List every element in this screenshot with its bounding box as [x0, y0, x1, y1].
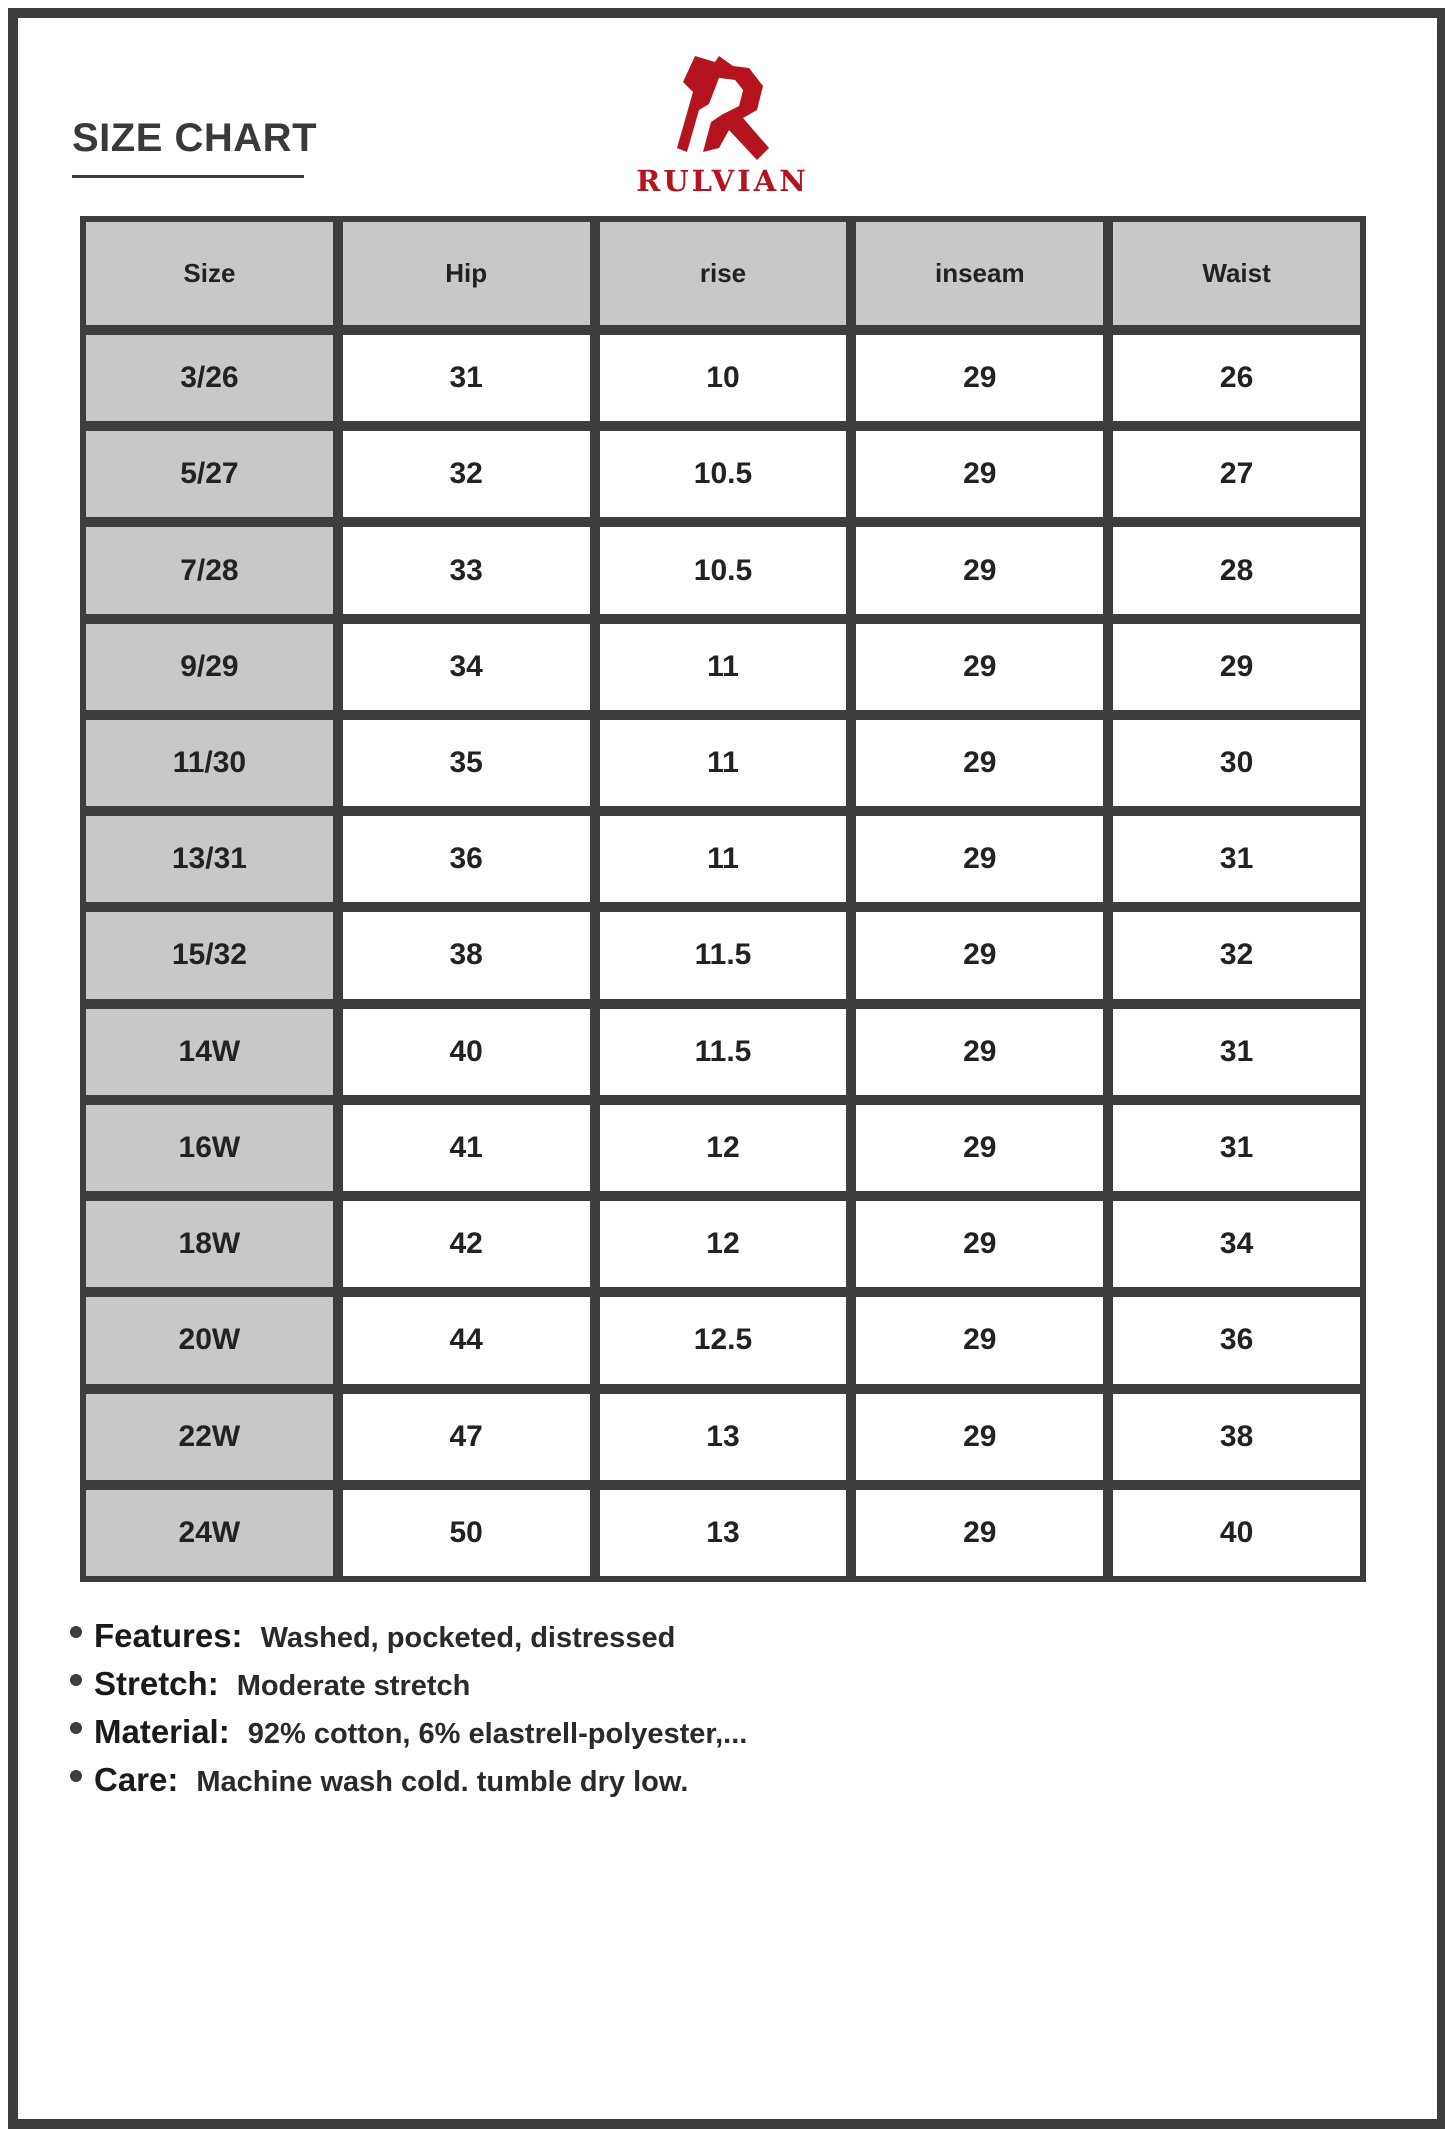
- header-cell-size: Size: [86, 222, 333, 325]
- size-label-cell: 24W: [86, 1490, 333, 1576]
- page-title: SIZE CHART: [72, 116, 317, 160]
- table-cell-rise: 12: [600, 1105, 847, 1191]
- table-cell-waist: 26: [1113, 335, 1360, 421]
- table-cell-rise: 13: [600, 1490, 847, 1576]
- table-cell-rise: 10: [600, 335, 847, 421]
- table-cell-inseam: 29: [856, 431, 1103, 517]
- table-cell-inseam: 29: [856, 624, 1103, 710]
- size-label-cell: 18W: [86, 1201, 333, 1287]
- bullet-icon: [70, 1722, 82, 1734]
- header-cell-waist: Waist: [1113, 222, 1360, 325]
- table-cell-inseam: 29: [856, 720, 1103, 806]
- size-label-cell: 15/32: [86, 912, 333, 998]
- size-table-grid: [86, 222, 1360, 1576]
- table-cell-hip: 40: [343, 1009, 590, 1095]
- size-label-cell: 9/29: [86, 624, 333, 710]
- size-label-cell: 3/26: [86, 335, 333, 421]
- table-cell-inseam: 29: [856, 335, 1103, 421]
- table-cell-inseam: 29: [856, 1297, 1103, 1383]
- feature-item: [70, 1713, 1270, 1761]
- table-cell-rise: 13: [600, 1394, 847, 1480]
- feature-value: 92% cotton, 6% elastrell-polyester,...: [247, 1718, 748, 1750]
- feature-label: Care:: [94, 1761, 179, 1798]
- size-label-cell: 13/31: [86, 816, 333, 902]
- table-cell-waist: 31: [1113, 1009, 1360, 1095]
- header-cell-rise: rise: [600, 222, 847, 325]
- table-cell-waist: 29: [1113, 624, 1360, 710]
- bullet-icon: [70, 1626, 82, 1638]
- logo-r-mark-icon: [673, 52, 773, 162]
- table-cell-waist: 27: [1113, 431, 1360, 517]
- feature-item: [70, 1761, 1270, 1809]
- feature-item: [70, 1617, 1270, 1665]
- table-cell-inseam: 29: [856, 1105, 1103, 1191]
- size-label-cell: 22W: [86, 1394, 333, 1480]
- table-cell-hip: 50: [343, 1490, 590, 1576]
- table-cell-waist: 32: [1113, 912, 1360, 998]
- table-cell-rise: 12: [600, 1201, 847, 1287]
- size-label-cell: 20W: [86, 1297, 333, 1383]
- table-cell-hip: 36: [343, 816, 590, 902]
- table-cell-hip: 34: [343, 624, 590, 710]
- table-cell-waist: 36: [1113, 1297, 1360, 1383]
- size-table: [80, 216, 1366, 1582]
- table-cell-hip: 42: [343, 1201, 590, 1287]
- header-cell-hip: Hip: [343, 222, 590, 325]
- size-label-cell: 5/27: [86, 431, 333, 517]
- table-cell-hip: 47: [343, 1394, 590, 1480]
- features-list: [70, 1617, 1270, 1809]
- table-cell-rise: 12.5: [600, 1297, 847, 1383]
- bullet-icon: [70, 1674, 82, 1686]
- table-cell-hip: 44: [343, 1297, 590, 1383]
- title-block: [72, 116, 317, 178]
- feature-label: Material:: [94, 1713, 230, 1750]
- table-cell-hip: 33: [343, 527, 590, 613]
- feature-value: Washed, pocketed, distressed: [260, 1622, 676, 1654]
- feature-item: [70, 1665, 1270, 1713]
- table-cell-hip: 41: [343, 1105, 590, 1191]
- table-cell-rise: 11: [600, 624, 847, 710]
- size-label-cell: 16W: [86, 1105, 333, 1191]
- feature-value: Machine wash cold. tumble dry low.: [196, 1766, 689, 1798]
- brand-logo: [625, 52, 820, 198]
- table-cell-hip: 31: [343, 335, 590, 421]
- table-cell-hip: 32: [343, 431, 590, 517]
- bullet-icon: [70, 1770, 82, 1782]
- table-cell-inseam: 29: [856, 1009, 1103, 1095]
- table-cell-waist: 28: [1113, 527, 1360, 613]
- table-cell-rise: 11: [600, 816, 847, 902]
- table-cell-rise: 10.5: [600, 527, 847, 613]
- table-cell-waist: 30: [1113, 720, 1360, 806]
- table-cell-rise: 11.5: [600, 912, 847, 998]
- table-cell-waist: 31: [1113, 816, 1360, 902]
- size-label-cell: 11/30: [86, 720, 333, 806]
- feature-value: Moderate stretch: [236, 1670, 471, 1702]
- logo-wordmark: RULVIAN: [636, 164, 809, 198]
- table-cell-waist: 31: [1113, 1105, 1360, 1191]
- table-cell-inseam: 29: [856, 1394, 1103, 1480]
- feature-label: Stretch:: [94, 1665, 219, 1702]
- header-cell-inseam: inseam: [856, 222, 1103, 325]
- table-cell-waist: 38: [1113, 1394, 1360, 1480]
- table-cell-inseam: 29: [856, 1490, 1103, 1576]
- table-cell-rise: 11.5: [600, 1009, 847, 1095]
- table-cell-hip: 38: [343, 912, 590, 998]
- table-cell-hip: 35: [343, 720, 590, 806]
- size-label-cell: 14W: [86, 1009, 333, 1095]
- table-cell-rise: 11: [600, 720, 847, 806]
- feature-label: Features:: [94, 1617, 243, 1654]
- table-cell-inseam: 29: [856, 816, 1103, 902]
- table-cell-inseam: 29: [856, 527, 1103, 613]
- table-cell-inseam: 29: [856, 1201, 1103, 1287]
- table-cell-waist: 40: [1113, 1490, 1360, 1576]
- table-cell-waist: 34: [1113, 1201, 1360, 1287]
- size-label-cell: 7/28: [86, 527, 333, 613]
- table-cell-inseam: 29: [856, 912, 1103, 998]
- table-cell-rise: 10.5: [600, 431, 847, 517]
